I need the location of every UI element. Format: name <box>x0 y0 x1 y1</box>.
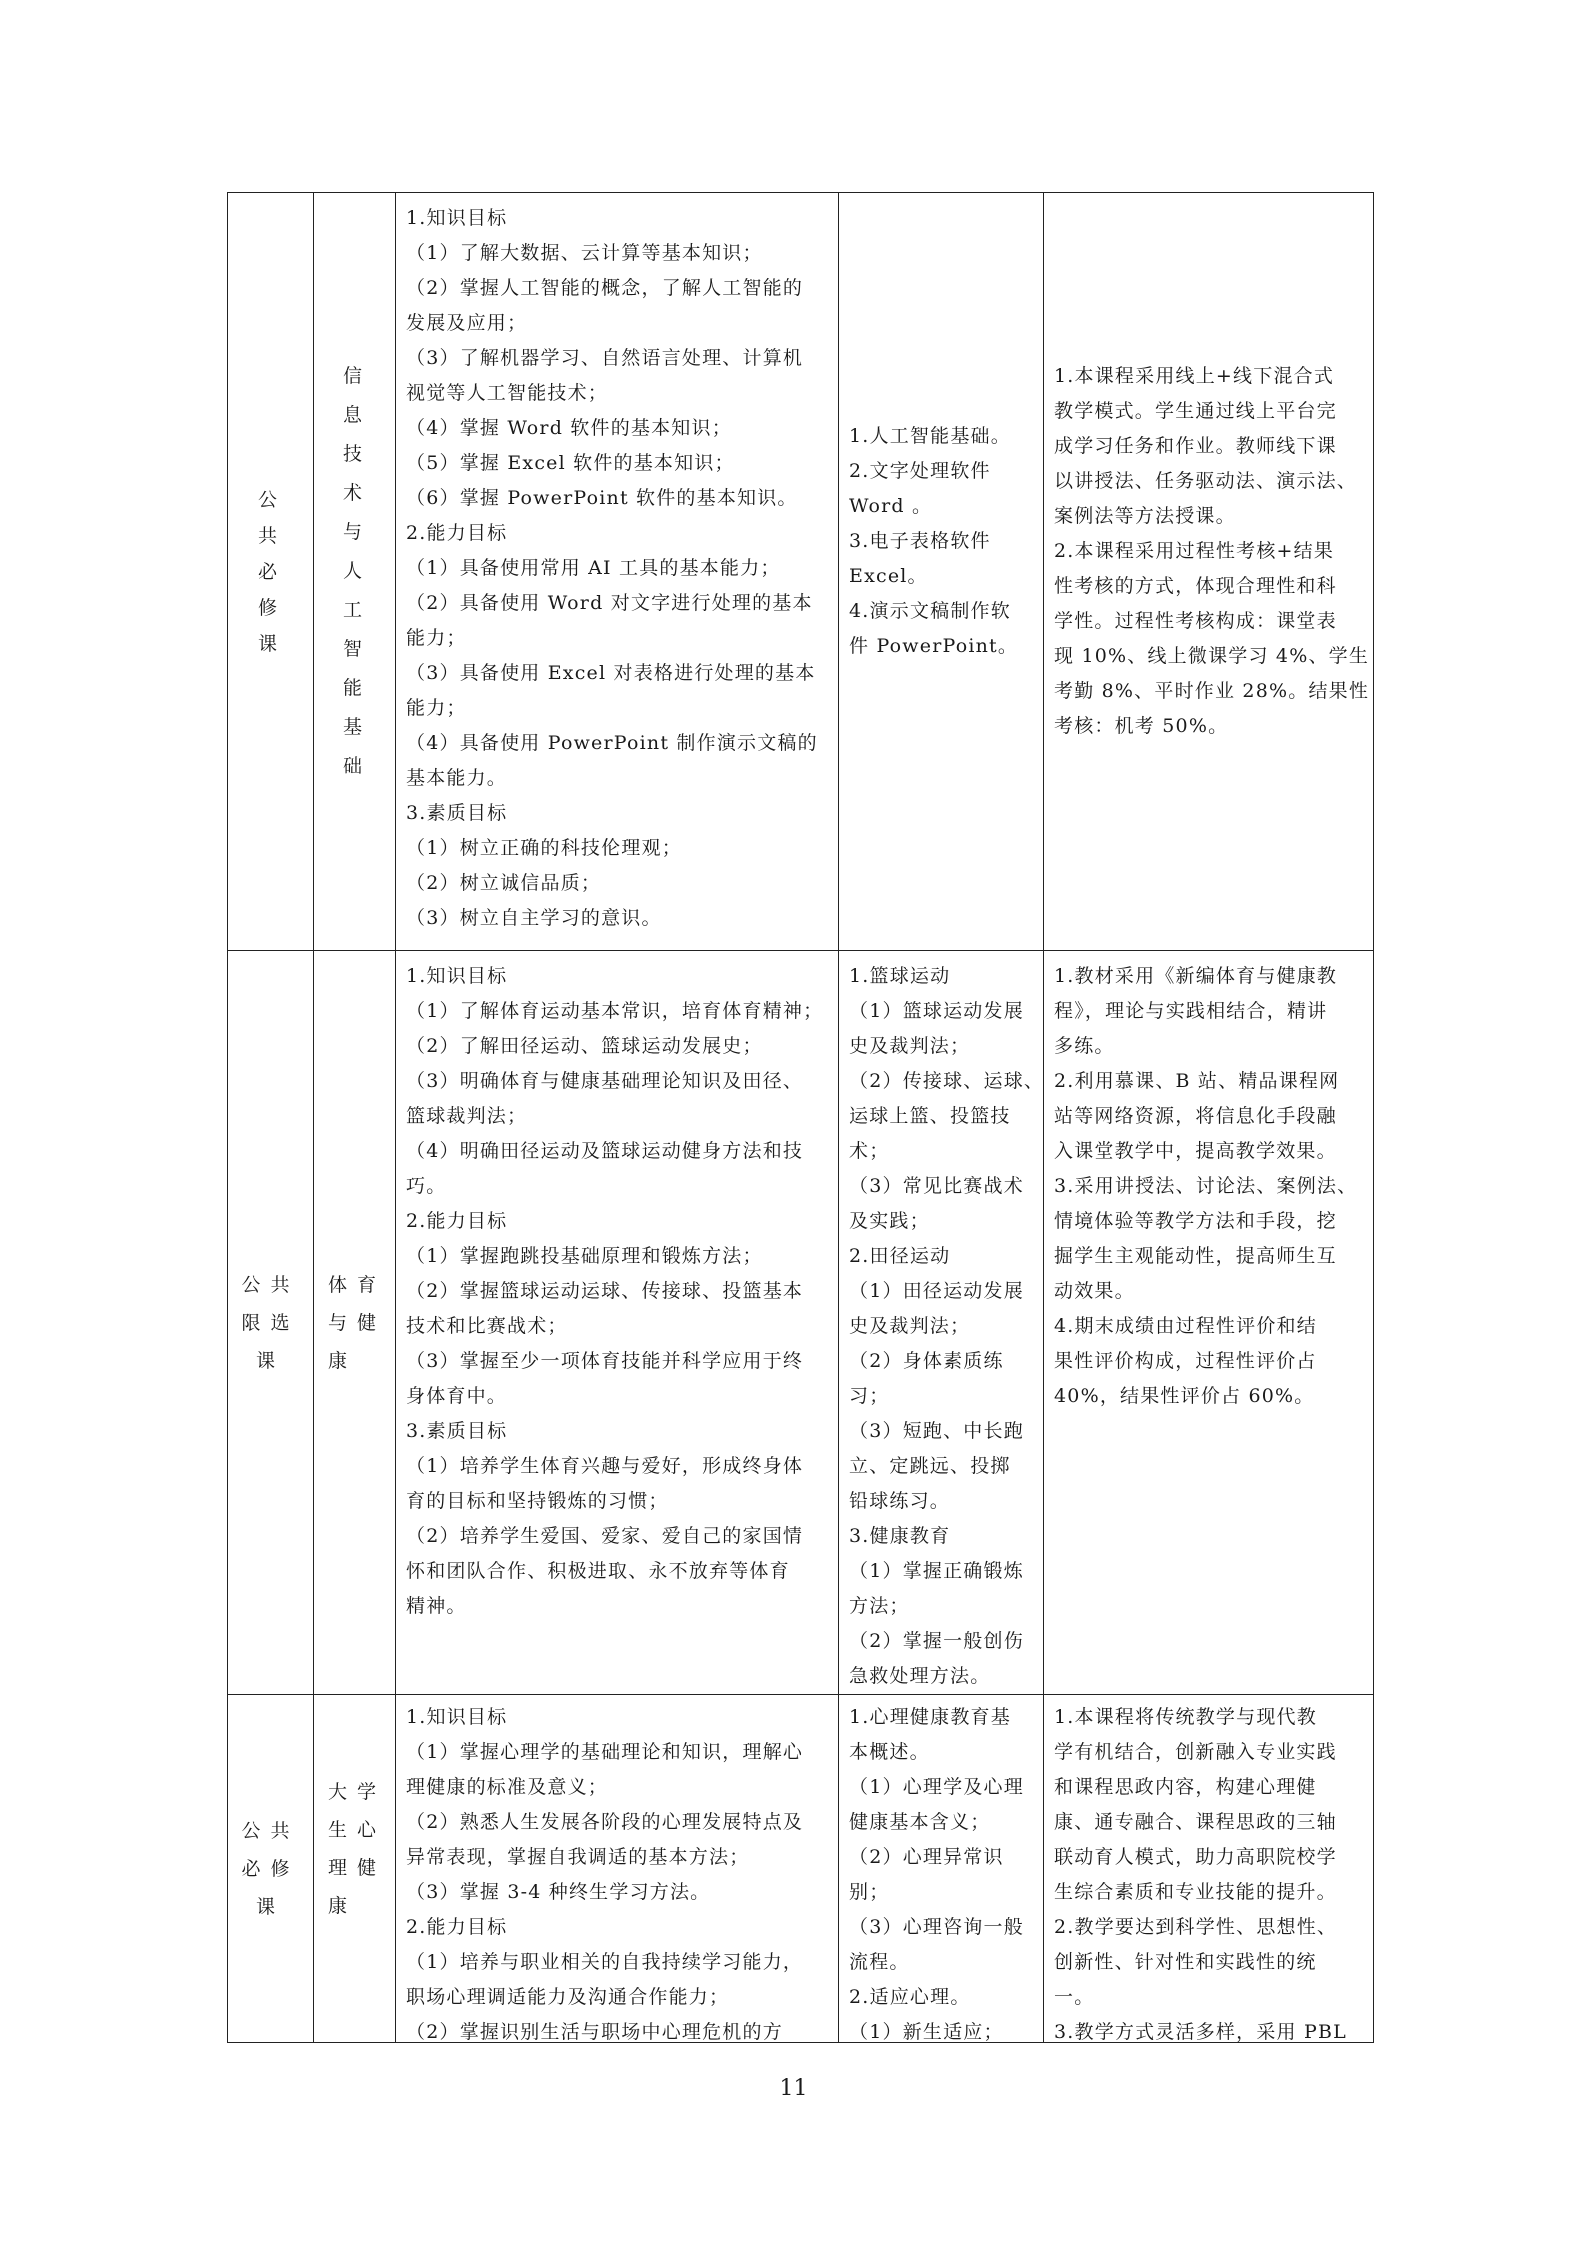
text-line: （1）掌握心理学的基础理论和知识，理解心 <box>406 1741 804 1763</box>
text-line: 本概述。 <box>849 1741 930 1763</box>
course-name: 大学生心理健康 <box>328 1780 387 1917</box>
text-line: （2）熟悉人生发展各阶段的心理发展特点及 <box>406 1811 804 1833</box>
text-line: 学有机结合，创新融入专业实践 <box>1054 1741 1337 1763</box>
text-line: 1.心理健康教育基 <box>849 1706 1011 1728</box>
text-line: 技术和比赛战术； <box>406 1315 568 1337</box>
text-line: 习； <box>849 1385 890 1407</box>
text-line: （1）了解体育运动基本常识，培育体育精神； <box>406 1000 824 1022</box>
teaching-method-cell <box>1044 1695 1374 2043</box>
text-line: 联动育人模式，助力高职院校学 <box>1054 1846 1337 1868</box>
text-line: 现 10%、线上微课学习 4%、学生 <box>1054 645 1370 667</box>
course-content <box>839 951 1043 1694</box>
text-line: 站等网络资源，将信息化手段融 <box>1054 1105 1337 1127</box>
text-line: 2.能力目标 <box>406 1210 508 1232</box>
text-line: （3）掌握至少一项体育技能并科学应用于终 <box>406 1350 804 1372</box>
table-row <box>228 193 1374 951</box>
text-line: 入课堂教学中，提高教学效果。 <box>1054 1140 1337 1162</box>
course-name: 体育与健康 <box>328 1273 387 1372</box>
text-line: 异常表现，掌握自我调适的基本方法； <box>406 1846 750 1868</box>
text-line: 程》，理论与实践相结合，精讲 <box>1054 1000 1328 1022</box>
curriculum-table <box>227 192 1374 2043</box>
text-line: 能力； <box>406 697 467 719</box>
text-line: 方法； <box>849 1595 910 1617</box>
course-name-cell <box>314 1695 396 2043</box>
course-goals <box>396 1695 838 2042</box>
teaching-method <box>1044 951 1373 1414</box>
text-line: （1）篮球运动发展 <box>849 1000 1024 1022</box>
text-line: （2）培养学生爱国、爱家、爱自己的家国情 <box>406 1525 804 1547</box>
text-line: （2）树立诚信品质； <box>406 872 602 894</box>
text-line: （2）传接球、运球、 <box>849 1070 1045 1092</box>
text-line: 和课程思政内容，构建心理健 <box>1054 1776 1317 1798</box>
text-line: （1）培养学生体育兴趣与爱好，形成终身体 <box>406 1455 804 1477</box>
text-line: （4）明确田径运动及篮球运动健身方法和技 <box>406 1140 804 1162</box>
text-line: 2.能力目标 <box>406 522 508 544</box>
text-line: （3）掌握 3-4 种终生学习方法。 <box>406 1881 711 1903</box>
text-line: 3.教学方式灵活多样，采用 PBL <box>1054 2021 1347 2042</box>
text-line: （3）常见比赛战术 <box>849 1175 1024 1197</box>
text-line: （3）树立自主学习的意识。 <box>406 907 662 929</box>
text-line: （2）掌握人工智能的概念，了解人工智能的 <box>406 277 804 299</box>
course-content-cell <box>839 1695 1044 2043</box>
text-line: 成学习任务和作业。教师线下课 <box>1054 435 1337 457</box>
text-line: 果性评价构成，过程性评价占 <box>1054 1350 1317 1372</box>
text-line: 3.电子表格软件 <box>849 530 991 552</box>
text-line: （1）培养与职业相关的自我持续学习能力， <box>406 1951 804 1973</box>
text-line: 急救处理方法。 <box>849 1665 991 1687</box>
text-line: 别； <box>849 1881 890 1903</box>
text-line: 考核：机考 50%。 <box>1054 715 1229 737</box>
text-line: （3）了解机器学习、自然语言处理、计算机 <box>406 347 804 369</box>
text-line: 性考核的方式，体现合理性和科 <box>1054 575 1337 597</box>
text-line: 1.篮球运动 <box>849 965 951 987</box>
text-line: 视觉等人工智能技术； <box>406 382 609 404</box>
course-goals-cell <box>396 951 839 1695</box>
text-line: 1.本课程采用线上+线下混合式 <box>1054 365 1335 387</box>
text-line: 史及裁判法； <box>849 1315 971 1337</box>
text-line: 基本能力。 <box>406 767 508 789</box>
text-line: 及实践； <box>849 1210 930 1232</box>
text-line: 2.利用慕课、B 站、精品课程网 <box>1054 1070 1340 1092</box>
course-content <box>839 419 1043 664</box>
text-line: 动效果。 <box>1054 1280 1135 1302</box>
text-line: 2.教学要达到科学性、思想性、 <box>1054 1916 1338 1938</box>
text-line: 1.人工智能基础。 <box>849 425 1011 447</box>
text-line: 身体育中。 <box>406 1385 508 1407</box>
text-line: 2.文字处理软件 <box>849 460 991 482</box>
text-line: 育的目标和坚持锻炼的习惯； <box>406 1490 669 1512</box>
text-line: 1.知识目标 <box>406 207 508 229</box>
text-line: （2）掌握篮球运动运球、传接球、投篮基本 <box>406 1280 804 1302</box>
teaching-method <box>1044 1695 1373 2042</box>
course-category: 公共必修课 <box>241 1819 300 1918</box>
text-line: 史及裁判法； <box>849 1035 971 1057</box>
text-line: （2）心理异常识 <box>849 1846 1004 1868</box>
course-goals <box>396 951 838 1624</box>
text-line: 发展及应用； <box>406 312 528 334</box>
text-line: 2.适应心理。 <box>849 1986 971 2008</box>
text-line: 精神。 <box>406 1595 467 1617</box>
text-line: 掘学生主观能动性，提高师生互 <box>1054 1245 1337 1267</box>
text-line: 理健康的标准及意义； <box>406 1776 609 1798</box>
text-line: 考勤 8%、平时作业 28%。结果性 <box>1054 680 1370 702</box>
course-name-cell <box>314 193 396 951</box>
text-line: （1）新生适应； <box>849 2021 1004 2042</box>
text-line: 创新性、针对性和实践性的统 <box>1054 1951 1317 1973</box>
text-line: 3.健康教育 <box>849 1525 951 1547</box>
teaching-method-cell <box>1044 193 1374 951</box>
text-line: 3.素质目标 <box>406 802 508 824</box>
text-line: 康、通专融合、课程思政的三轴 <box>1054 1811 1337 1833</box>
course-content-cell <box>839 193 1044 951</box>
teaching-method-cell <box>1044 951 1374 1695</box>
text-line: 3.素质目标 <box>406 1420 508 1442</box>
text-line: 铅球练习。 <box>849 1490 951 1512</box>
text-line: 2.田径运动 <box>849 1245 951 1267</box>
text-line: （3）具备使用 Excel 对表格进行处理的基本 <box>406 662 816 684</box>
text-line: （3）短跑、中长跑 <box>849 1420 1024 1442</box>
course-category-cell <box>228 951 314 1695</box>
text-line: 1.教材采用《新编体育与健康教 <box>1054 965 1338 987</box>
text-line: 篮球裁判法； <box>406 1105 528 1127</box>
course-content-cell <box>839 951 1044 1695</box>
text-line: （2）掌握识别生活与职场中心理危机的方 <box>406 2021 783 2042</box>
text-line: 健康基本含义； <box>849 1811 991 1833</box>
text-line: Word 。 <box>849 495 933 517</box>
course-goals-cell <box>396 1695 839 2043</box>
course-category-cell <box>228 1695 314 2043</box>
text-line: （1）掌握跑跳投基础原理和锻炼方法； <box>406 1245 763 1267</box>
text-line: 多练。 <box>1054 1035 1115 1057</box>
text-line: （1）树立正确的科技伦理观； <box>406 837 682 859</box>
course-name: 信息技术与人工智能基础 <box>342 365 366 777</box>
text-line: 2.能力目标 <box>406 1916 508 1938</box>
text-line: （1）田径运动发展 <box>849 1280 1024 1302</box>
text-line: 能力； <box>406 627 467 649</box>
text-line: 运球上篮、投篮技 <box>849 1105 1011 1127</box>
text-line: 1.知识目标 <box>406 965 508 987</box>
course-content <box>839 1695 1043 2042</box>
text-line: 40%，结果性评价占 60%。 <box>1054 1385 1315 1407</box>
course-category-cell <box>228 193 314 951</box>
course-goals <box>396 193 838 936</box>
course-category: 公共限选课 <box>241 1273 300 1372</box>
text-line: 流程。 <box>849 1951 910 1973</box>
text-line: 案例法等方法授课。 <box>1054 505 1236 527</box>
text-line: （2）身体素质练 <box>849 1350 1004 1372</box>
text-line: （2）了解田径运动、篮球运动发展史； <box>406 1035 763 1057</box>
course-goals-cell <box>396 193 839 951</box>
text-line: 4.演示文稿制作软 <box>849 600 1011 622</box>
text-line: （5）掌握 Excel 软件的基本知识； <box>406 452 735 474</box>
course-name-cell <box>314 951 396 1695</box>
text-line: （2）具备使用 Word 对文字进行处理的基本 <box>406 592 813 614</box>
text-line: 立、定跳远、投掷 <box>849 1455 1011 1477</box>
page-number: 11 <box>779 2076 808 2101</box>
text-line: 教学模式。学生通过线上平台完 <box>1054 400 1337 422</box>
text-line: 3.采用讲授法、讨论法、案例法、 <box>1054 1175 1358 1197</box>
text-line: （1）心理学及心理 <box>849 1776 1024 1798</box>
text-line: 件 PowerPoint。 <box>849 635 1019 657</box>
text-line: Excel。 <box>849 565 928 587</box>
text-line: 怀和团队合作、积极进取、永不放弃等体育 <box>406 1560 790 1582</box>
teaching-method <box>1044 359 1373 744</box>
text-line: 一。 <box>1054 1986 1095 2008</box>
text-line: 4.期末成绩由过程性评价和结 <box>1054 1315 1317 1337</box>
text-line: 以讲授法、任务驱动法、演示法、 <box>1054 470 1358 492</box>
text-line: （6）掌握 PowerPoint 软件的基本知识。 <box>406 487 798 509</box>
text-line: 学性。过程性考核构成：课堂表 <box>1054 610 1337 632</box>
text-line: （3）明确体育与健康基础理论知识及田径、 <box>406 1070 804 1092</box>
text-line: 职场心理调适能力及沟通合作能力； <box>406 1986 730 2008</box>
text-line: （3）心理咨询一般 <box>849 1916 1024 1938</box>
text-line: （4）具备使用 PowerPoint 制作演示文稿的 <box>406 732 818 754</box>
text-line: （4）掌握 Word 软件的基本知识； <box>406 417 732 439</box>
text-line: 2.本课程采用过程性考核+结果 <box>1054 540 1335 562</box>
table-row <box>228 1695 1374 2043</box>
table-row <box>228 951 1374 1695</box>
text-line: 情境体验等教学方法和手段，挖 <box>1054 1210 1337 1232</box>
text-line: 生综合素质和专业技能的提升。 <box>1054 1881 1337 1903</box>
text-line: （1）掌握正确锻炼 <box>849 1560 1024 1582</box>
text-line: （2）掌握一般创伤 <box>849 1630 1024 1652</box>
text-line: 1.知识目标 <box>406 1706 508 1728</box>
text-line: 1.本课程将传统教学与现代教 <box>1054 1706 1317 1728</box>
course-category: 公共必修课 <box>257 488 283 655</box>
text-line: （1）了解大数据、云计算等基本知识； <box>406 242 763 264</box>
text-line: 术； <box>849 1140 890 1162</box>
text-line: 巧。 <box>406 1175 447 1197</box>
text-line: （1）具备使用常用 AI 工具的基本能力； <box>406 557 781 579</box>
